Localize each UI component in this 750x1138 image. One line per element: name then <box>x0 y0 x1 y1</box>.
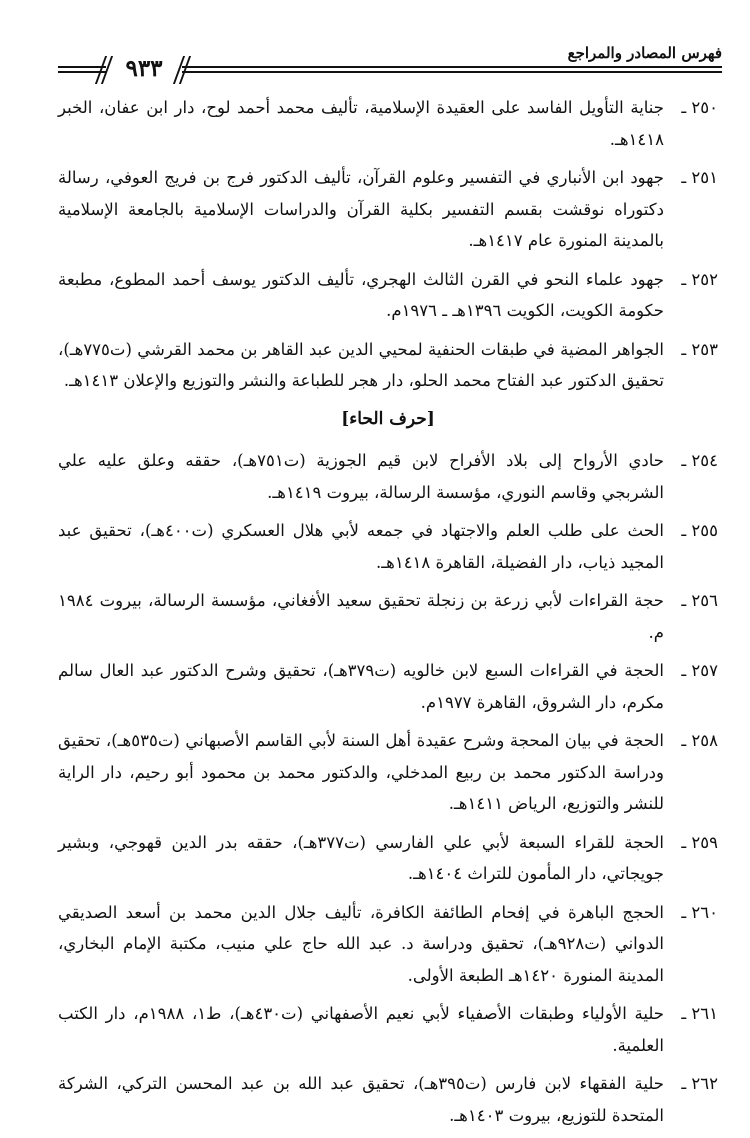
bibliography-entry <box>58 445 718 508</box>
bibliography-entry <box>58 1068 718 1131</box>
entry-text: جهود ابن الأنباري في التفسير وعلوم القرآن، تأليف الدكتور فرج بن فريج العوفي، رسالة دكتوراه نوقشت بقسم التفسير بكلية القرآن والدراسات الإسلامية بالجامعة الإسلامية بالمدينة المنورة عام ١٤١٧هـ. <box>58 168 664 250</box>
entries-group-jeem <box>58 92 718 397</box>
bibliography-entry <box>58 998 718 1061</box>
header-title: فهرس المصادر والمراجع <box>567 44 722 62</box>
entry-text: حادي الأرواح إلى بلاد الأفراح لابن قيم الجوزية (ت٧٥١هـ)، حققه وعلق عليه علي الشربجي وقاسم النوري، مؤسسة الرسالة، بيروت ١٤١٩هـ. <box>58 451 665 502</box>
entry-number: ٢٥٩ ـ <box>681 832 718 852</box>
entry-number: ٢٥٧ ـ <box>681 661 718 680</box>
entry-number: ٢٦٠ ـ <box>681 902 718 922</box>
entry-text: الحث على طلب العلم والاجتهاد في جمعه لأبي هلال العسكري (ت٤٠٠هـ)، تحقيق عبد المجيد ذياب، دار الفضيلة، القاهرة ١٤١٨هـ. <box>58 521 665 572</box>
header-rule <box>182 66 722 68</box>
entry-text: جناية التأويل الفاسد على العقيدة الإسلامية، تأليف محمد أحمد لوح، دار ابن عفان، الخبر ١٤١٨هـ. <box>58 98 664 149</box>
entry-number: ٢٦٢ ـ <box>681 1074 718 1093</box>
entry-text: حجة القراءات لأبي زرعة بن زنجلة تحقيق سعيد الأفغاني، مؤسسة الرسالة، بيروت ١٩٨٤ م. <box>58 591 664 642</box>
bibliography-entry <box>58 897 718 992</box>
bibliography-entry <box>58 725 718 820</box>
entry-number: ٢٥٦ ـ <box>681 591 718 610</box>
entry-number: ٢٥٨ ـ <box>681 731 718 750</box>
bibliography-entry <box>58 264 718 327</box>
header-rule <box>182 71 722 73</box>
bibliography-entry <box>58 92 718 155</box>
entry-text: الحجة في بيان المحجة وشرح عقيدة أهل السنة لأبي القاسم الأصبهاني (ت٥٣٥هـ)، تحقيق ودراسة الدكتور محمد بن ربيع المدخلي، والدكتور محمد بن محمود أبو رحيم، دار الراية للنشر والتوزيع، الرياض ١٤١١هـ. <box>58 731 664 813</box>
entry-text: جهود علماء النحو في القرن الثالث الهجري، تأليف الدكتور يوسف أحمد المطوع، مطبعة حكومة الكويت، الكويت ١٣٩٦هـ ـ ١٩٧٦م. <box>58 269 664 320</box>
entry-number: ٢٥٤ ـ <box>681 451 718 470</box>
entry-text: حلية الفقهاء لابن فارس (ت٣٩٥هـ)، تحقيق عبد الله بن عبد المحسن التركي، الشركة المتحدة للتوزيع، بيروت ١٤٠٣هـ. <box>58 1074 664 1125</box>
bibliography-entry <box>58 655 718 718</box>
entry-text: الحجج الباهرة في إفحام الطائفة الكافرة، تأليف جلال الدين محمد بن أسعد الصديقي الدواني (ت٩٢٨هـ)، تحقيق ودراسة د. عبد الله حاج علي منيب، مكتبة الإمام البخاري، المدينة المنورة ١٤٢٠هـ الطبعة الأولى. <box>58 902 664 985</box>
bibliography-entry <box>58 334 718 397</box>
section-heading: [حرف الحاء] <box>341 408 435 429</box>
entry-number: ٢٥٣ ـ <box>681 339 718 359</box>
entry-number: ٢٦١ ـ <box>681 1004 718 1023</box>
entry-number: ٢٥١ ـ <box>681 168 718 187</box>
entry-text: الجواهر المضية في طبقات الحنفية لمحيي الدين عبد القاهر بن محمد القرشي (ت٧٧٥هـ)، تحقيق الدكتور عبد الفتاح محمد الحلو، دار هجر للطباعة والنشر والتوزيع والإعلان ١٤١٣هـ. <box>58 339 664 390</box>
bibliography-entry <box>58 827 718 890</box>
bibliography-entry <box>58 162 718 257</box>
entry-number: ٢٥٥ ـ <box>681 521 718 540</box>
bibliography-entry <box>58 585 718 648</box>
entry-text: حلية الأولياء وطبقات الأصفياء لأبي نعيم الأصفهاني (ت٤٣٠هـ)، ط١، ١٩٨٨م، دار الكتب العلمية. <box>58 1004 664 1055</box>
header-rule <box>58 66 106 68</box>
bibliography-entry <box>58 515 718 578</box>
running-header <box>58 36 722 86</box>
entry-number: ٢٥٠ ـ <box>681 98 718 117</box>
entry-number: ٢٥٢ ـ <box>681 269 718 289</box>
entry-text: الحجة في القراءات السبع لابن خالويه (ت٣٧٩هـ)، تحقيق وشرح الدكتور عبد العال سالم مكرم، دار الشروق، القاهرة ١٩٧٧م. <box>58 661 664 712</box>
entries-group-haa <box>58 445 718 1131</box>
entry-text: الحجة للقراء السبعة لأبي علي الفارسي (ت٣٧٧هـ)، حققه بدر الدين قهوجي، وبشير جويجاتي، دار المأمون للتراث ١٤٠٤هـ. <box>58 832 664 883</box>
page-number: ٩٣٣ <box>125 55 163 82</box>
bibliography-list <box>58 92 718 1138</box>
